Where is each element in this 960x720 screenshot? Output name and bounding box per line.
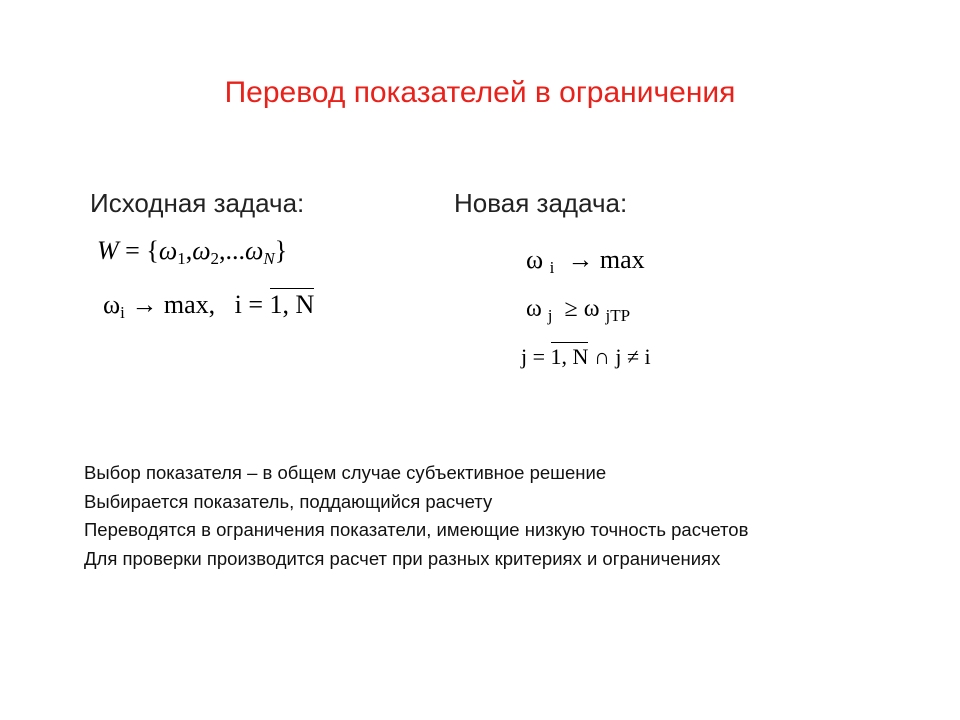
formula-geq: ≥ <box>564 296 578 322</box>
note-line: Для проверки производится расчет при разных критериях и ограничениях <box>84 547 721 569</box>
slide-title: Перевод показателей в ограничения <box>224 76 736 109</box>
formula-omega: ω <box>192 236 211 265</box>
formula-max: max, <box>163 290 216 319</box>
formula-sub: 1 <box>177 249 186 268</box>
formula-new-criterion <box>526 245 645 275</box>
formula-sub: 2 <box>210 249 220 268</box>
new-problem-heading: Новая задача: <box>454 188 628 218</box>
formula-original-criterion <box>103 290 314 320</box>
formula-i: i <box>234 290 242 319</box>
formula-sub: i <box>549 258 555 277</box>
formula-range: 1, N <box>550 344 589 369</box>
original-problem-heading: Исходная задача: <box>90 188 305 218</box>
formula-omega: ω <box>526 296 542 322</box>
formula-omega: ω <box>526 245 544 274</box>
formula-sub: j <box>547 306 553 325</box>
formula-i: i <box>644 344 651 369</box>
formula-neq: ≠ <box>626 344 640 369</box>
formula-j: j <box>615 344 622 369</box>
formula-comma: , <box>185 236 193 265</box>
formula-close-brace: } <box>274 236 288 265</box>
formula-arrow: → <box>131 290 158 319</box>
formula-sub: jТР <box>605 306 631 325</box>
formula-eq: = <box>125 236 140 265</box>
formula-index-set <box>521 344 651 370</box>
formula-sub: N <box>263 249 275 268</box>
formula-range: 1, N <box>269 290 315 319</box>
formula-dots: ... <box>225 236 246 265</box>
formula-comma: , <box>219 236 226 265</box>
formula-omega: ω <box>103 290 121 319</box>
formula-max: max <box>599 245 645 274</box>
formula-omega: ω <box>158 236 178 265</box>
formula-arrow: → <box>567 245 594 274</box>
note-line: Выбирается показатель, поддающийся расчету <box>84 490 493 512</box>
formula-cap: ∩ <box>593 344 610 369</box>
formula-constraint <box>526 296 630 323</box>
notes-list <box>84 459 748 573</box>
formula-eq: = <box>532 344 546 369</box>
formula-eq: = <box>248 290 264 319</box>
formula-j: j <box>521 344 528 369</box>
formula-omega: ω <box>245 236 264 265</box>
formula-open-brace: { <box>146 236 159 265</box>
note-line: Выбор показателя – в общем случае субъективное решение <box>84 462 607 483</box>
note-line: Переводятся в ограничения показатели, имеющие низкую точность расчетов <box>84 519 749 540</box>
formula-criteria-set <box>97 236 287 266</box>
formula-sub: i <box>120 303 125 322</box>
formula-omega: ω <box>583 296 600 322</box>
formula-w: W <box>97 236 119 265</box>
